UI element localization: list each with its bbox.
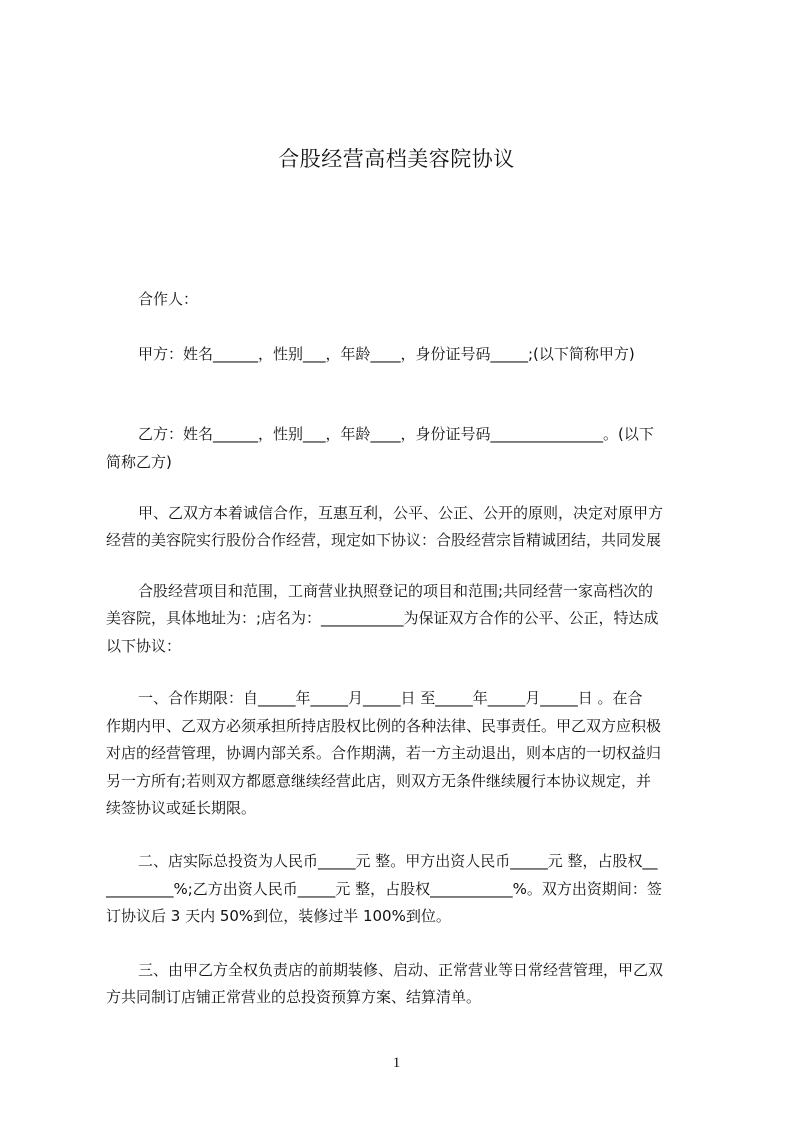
intro-line-1: 甲、乙双方本着诚信合作，互惠互利，公平、公正、公开的原则，决定对原甲方 <box>138 504 664 522</box>
scope-line-2: 美容院，具体地址为：;店名为：___________为保证双方合作的公平、公正，特达成 <box>106 609 659 627</box>
clause-2-line-3: 订协议后 3 天内 50%到位，装修过半 100%到位。 <box>106 907 451 925</box>
clause-1-line-5: 续签协议或延长期限。 <box>106 799 257 817</box>
intro-line-2: 经营的美容院实行股份合作经营，现定如下协议：合股经营宗旨精诚团结，共同发展 <box>106 531 662 549</box>
clause-3-line-2: 方共同制订店铺正常营业的总投资预算方案、结算清单。 <box>106 988 482 1006</box>
clause-1-line-3: 对店的经营管理，协调内部关系。合作期满，若一方主动退出，则本店的一切权益归 <box>106 744 662 762</box>
clause-2-line-2: _________%;乙方出资人民币_____元 整，占股权___________%。双方出资期间：签 <box>106 880 662 898</box>
clause-3-line-1: 三、由甲乙方全权负责店的前期装修、启动、正常营业等日常经营管理，甲乙双 <box>138 961 664 979</box>
clause-1-line-4: 另一方所有;若则双方都愿意继续经营此店，则双方无条件继续履行本协议规定，并 <box>106 772 652 790</box>
party-b-line-1: 乙方：姓名______，性别___，年龄____，身份证号码_______________。(以下 <box>138 425 654 443</box>
party-b-line-2: 简称乙方) <box>106 453 172 471</box>
document-title: 合股经营高档美容院协议 <box>278 147 515 171</box>
party-a-line: 甲方：姓名______，性别___，年龄____，身份证号码_____;(以下简称甲方) <box>138 345 635 363</box>
clause-1-line-2: 作期内甲、乙双方必须承担所持店股权比例的各种法律、民事责任。甲乙双方应积极 <box>106 717 662 735</box>
partners-label: 合作人： <box>138 290 199 308</box>
scope-line-3: 以下协议： <box>106 637 182 655</box>
scope-line-1: 合股经营项目和范围，工商营业执照登记的项目和范围;共同经营一家高档次的 <box>138 582 654 600</box>
page-number: 1 <box>392 1055 401 1071</box>
clause-2-line-1: 二、店实际总投资为人民币_____元 整。甲方出资人民币_____元 整，占股权__ <box>138 852 658 870</box>
clause-1-line-1: 一、合作期限：自_____年_____月_____日 至_____年_____月_____日 。在合 <box>138 689 643 707</box>
